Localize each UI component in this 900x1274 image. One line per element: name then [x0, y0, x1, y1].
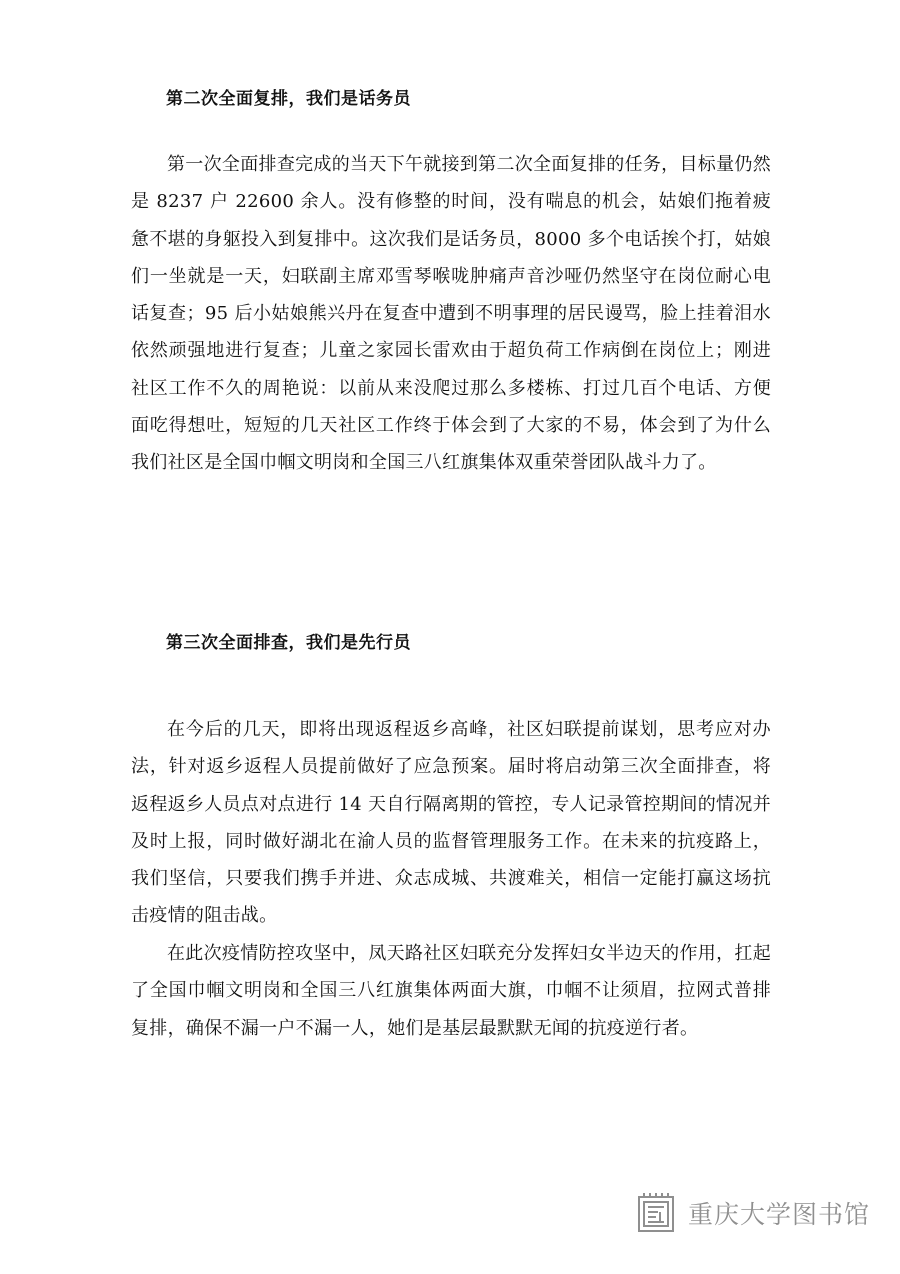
body-paragraph: 在今后的几天，即将出现返程返乡高峰，社区妇联提前谋划，思考应对办法，针对返乡返程人员提前做好了应急预案。届时将启动第三次全面排查，将返程返乡人员点对点进行 14 天自行隔离期的管控，专人记录管控期间的情况并及时上报，同时做好湖北在渝人员的监督管理服务工作。在未来的抗疫路上，我们坚信，只要我们携手并进、众志成城、共渡难关，相信一定能打赢这场抗击疫情的阻击战。: [131, 719, 771, 927]
body-paragraph: 在此次疫情防控攻坚中，凤天路社区妇联充分发挥妇女半边天的作用，扛起了全国巾帼文明岗和全国三八红旗集体两面大旗，巾帼不让须眉，拉网式普排复排，确保不漏一户不漏一人，她们是基层最默默无闻的抗疫逆行者。: [131, 943, 771, 1039]
body-paragraph: 第一次全面排查完成的当天下午就接到第二次全面复排的任务，目标量仍然是 8237 户 22600 余人。没有修整的时间，没有喘息的机会，姑娘们拖着疲惫不堪的身躯投入到复排中。这次我们是话务员，8000 多个电话挨个打，姑娘们一坐就是一天，妇联副主席邓雪琴喉咙肿痛声音沙哑仍然坚守在岗位耐心电话复查；95 后小姑娘熊兴丹在复查中遭到不明事理的居民谩骂，脸上挂着泪水依然顽强地进行复查；儿童之家园长雷欢由于超负荷工作病倒在岗位上；刚进社区工作不久的周艳说：以前从来没爬过那么多楼栋、打过几百个电话、方便面吃得想吐，短短的几天社区工作终于体会到了大家的不易，体会到了为什么我们社区是全国巾帼文明岗和全国三八红旗集体双重荣誉团队战斗力了。: [131, 154, 771, 474]
section-heading: 第二次全面复排，我们是话务员: [166, 89, 411, 109]
library-seal-icon: [636, 1191, 676, 1235]
library-watermark-text: 重庆大学图书馆: [688, 1200, 871, 1229]
section-heading: 第三次全面排查，我们是先行员: [166, 633, 411, 653]
library-watermark: [636, 1190, 870, 1236]
